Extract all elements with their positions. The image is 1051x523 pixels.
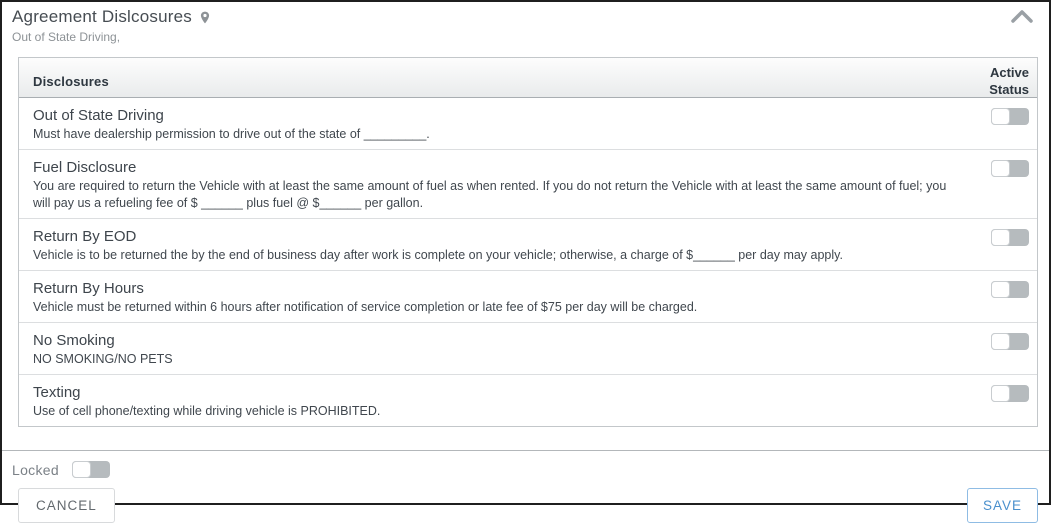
locked-row (2, 461, 1049, 478)
table-row (19, 375, 1037, 426)
toggle-thumb (991, 160, 1010, 177)
disclosure-description: You are required to return the Vehicle with at least the same amount of fuel as when rented. If you do not return the Vehicle with at least the same amount of fuel; you will pay us a refueling fee of $ ______ plus fuel @ $______ per gallon. (33, 179, 947, 210)
disclosure-title: Return By Hours (33, 280, 144, 297)
active-status-toggle[interactable] (991, 229, 1029, 246)
disclosure-description: Must have dealership permission to drive out of the state of _________. (33, 127, 430, 141)
disclosures-table (18, 57, 1038, 427)
locked-toggle[interactable] (72, 461, 110, 478)
disclosure-description: Use of cell phone/texting while driving vehicle is PROHIBITED. (33, 404, 381, 418)
toggle-thumb (72, 461, 91, 478)
location-pin-icon (198, 9, 212, 26)
toggle-thumb (991, 281, 1010, 298)
chevron-up-icon[interactable] (1009, 8, 1035, 28)
active-status-toggle[interactable] (991, 108, 1029, 125)
title-block (12, 7, 212, 44)
table-row (19, 150, 1037, 219)
divider (2, 450, 1049, 451)
disclosure-title: Fuel Disclosure (33, 159, 137, 176)
toggle-thumb (991, 108, 1010, 125)
action-bar (2, 488, 1049, 523)
toggle-thumb (991, 333, 1010, 350)
cancel-button[interactable]: CANCEL (18, 488, 115, 523)
disclosure-description: Vehicle must be returned within 6 hours after notification of service completion or late fee of $75 per day will be charged. (33, 300, 698, 314)
table-header (19, 58, 1037, 98)
table-row (19, 271, 1037, 323)
page-subtitle: Out of State Driving, (12, 30, 121, 44)
toggle-thumb (991, 229, 1010, 246)
disclosure-title: No Smoking (33, 332, 115, 349)
active-status-toggle[interactable] (991, 385, 1029, 402)
disclosure-title: Out of State Driving (33, 107, 164, 124)
table-row (19, 98, 1037, 150)
table-row (19, 219, 1037, 271)
disclosure-title: Return By EOD (33, 228, 137, 245)
column-header-active-status: Active Status (989, 65, 1029, 97)
table-row (19, 323, 1037, 375)
active-status-toggle[interactable] (991, 281, 1029, 298)
disclosure-description: Vehicle is to be returned the by the end of business day after work is complete on your vehicle; otherwise, a charge of $______ per day may apply. (33, 248, 843, 262)
disclosure-title: Texting (33, 384, 81, 401)
locked-label: Locked (12, 461, 59, 478)
active-status-toggle[interactable] (991, 333, 1029, 350)
active-status-toggle[interactable] (991, 160, 1029, 177)
toggle-thumb (991, 385, 1010, 402)
panel-header (2, 2, 1049, 44)
page-title: Agreement Dislcosures (12, 7, 192, 26)
save-button[interactable]: SAVE (967, 488, 1038, 523)
column-header-disclosures: Disclosures (33, 74, 109, 89)
disclosure-description: NO SMOKING/NO PETS (33, 352, 173, 366)
